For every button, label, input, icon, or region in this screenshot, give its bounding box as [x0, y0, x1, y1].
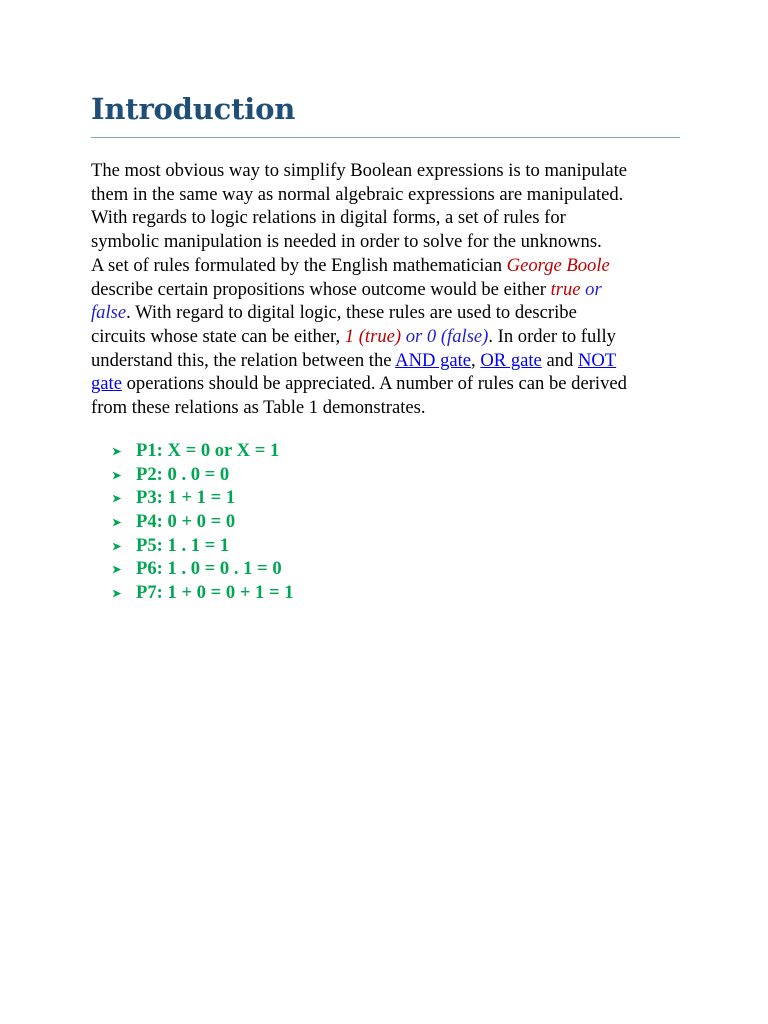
arrow-bullet-icon: ➤: [112, 540, 122, 553]
heading-underline-rule: [91, 137, 680, 138]
text-segment: understand this, the relation between the: [91, 349, 396, 371]
or-zero-emphasis-joiner: or: [401, 325, 427, 347]
text-segment: describe certain propositions whose outcome would be either: [91, 278, 551, 300]
paragraph-line: them in the same way as normal algebraic expressions are manipulated.: [91, 183, 624, 205]
paragraph-line: [91, 301, 683, 325]
rule-text: P4: 0 + 0 = 0: [136, 511, 236, 533]
true-emphasis: true: [550, 278, 581, 300]
rule-item: [112, 581, 294, 605]
not-gate-link-continued[interactable]: gate: [91, 373, 122, 395]
arrow-bullet-icon: ➤: [112, 517, 122, 530]
intro-paragraph: [91, 159, 683, 420]
or-emphasis: or: [580, 278, 602, 300]
text-segment: circuits whose state can be either,: [91, 325, 345, 347]
boolean-rules-list: [112, 439, 294, 605]
arrow-bullet-icon: ➤: [112, 469, 122, 482]
or-gate-link[interactable]: OR gate: [480, 349, 542, 371]
paragraph-line: symbolic manipulation is needed in order to solve for the unknowns.: [91, 231, 602, 253]
rule-text: P7: 1 + 0 = 0 + 1 = 1: [136, 582, 294, 604]
paragraph-line: from these relations as Table 1 demonstrates.: [91, 397, 426, 419]
rule-item: [112, 510, 294, 534]
rule-text: P1: X = 0 or X = 1: [136, 440, 280, 461]
rule-text: P3: 1 + 1 = 1: [136, 487, 236, 509]
text-segment: operations should be appreciated. A number of rules can be derived: [121, 373, 627, 395]
zero-false-emphasis: 0 (false): [426, 325, 489, 347]
paragraph-line: With regards to logic relations in digital forms, a set of rules for: [91, 207, 566, 229]
rule-text: P6: 1 . 0 = 0 . 1 = 0: [136, 558, 282, 580]
george-boole-emphasis: George Boole: [506, 254, 610, 276]
text-segment: A set of rules formulated by the English mathematician: [91, 254, 507, 276]
arrow-bullet-icon: ➤: [112, 588, 122, 601]
paragraph-line: [91, 349, 683, 373]
paragraph-line: [91, 278, 683, 302]
rule-item: [112, 557, 294, 581]
text-segment: . In order to fully: [488, 325, 616, 347]
false-emphasis: false: [91, 302, 127, 324]
arrow-bullet-icon: ➤: [112, 493, 122, 506]
paragraph-line: The most obvious way to simplify Boolean expressions is to manipulate: [91, 160, 628, 181]
and-gate-link[interactable]: AND gate: [395, 349, 472, 371]
paragraph-line: [91, 254, 683, 278]
rule-item: [112, 463, 294, 487]
arrow-bullet-icon: ➤: [112, 564, 122, 577]
paragraph-line: [91, 372, 683, 396]
text-segment: . With regard to digital logic, these rules are used to describe: [126, 302, 577, 324]
text-segment: and: [541, 349, 578, 371]
not-gate-link[interactable]: NOT: [577, 349, 617, 371]
arrow-bullet-icon: ➤: [112, 446, 122, 458]
section-heading: Introduction: [91, 92, 296, 126]
text-segment: ,: [471, 349, 481, 371]
rule-item: [112, 534, 294, 558]
rule-text: P5: 1 . 1 = 1: [136, 534, 230, 556]
rule-item: [112, 486, 294, 510]
rule-item: [112, 439, 294, 463]
one-true-emphasis: 1 (true): [344, 325, 402, 347]
paragraph-line: [91, 325, 683, 349]
rule-text: P2: 0 . 0 = 0: [136, 463, 230, 485]
